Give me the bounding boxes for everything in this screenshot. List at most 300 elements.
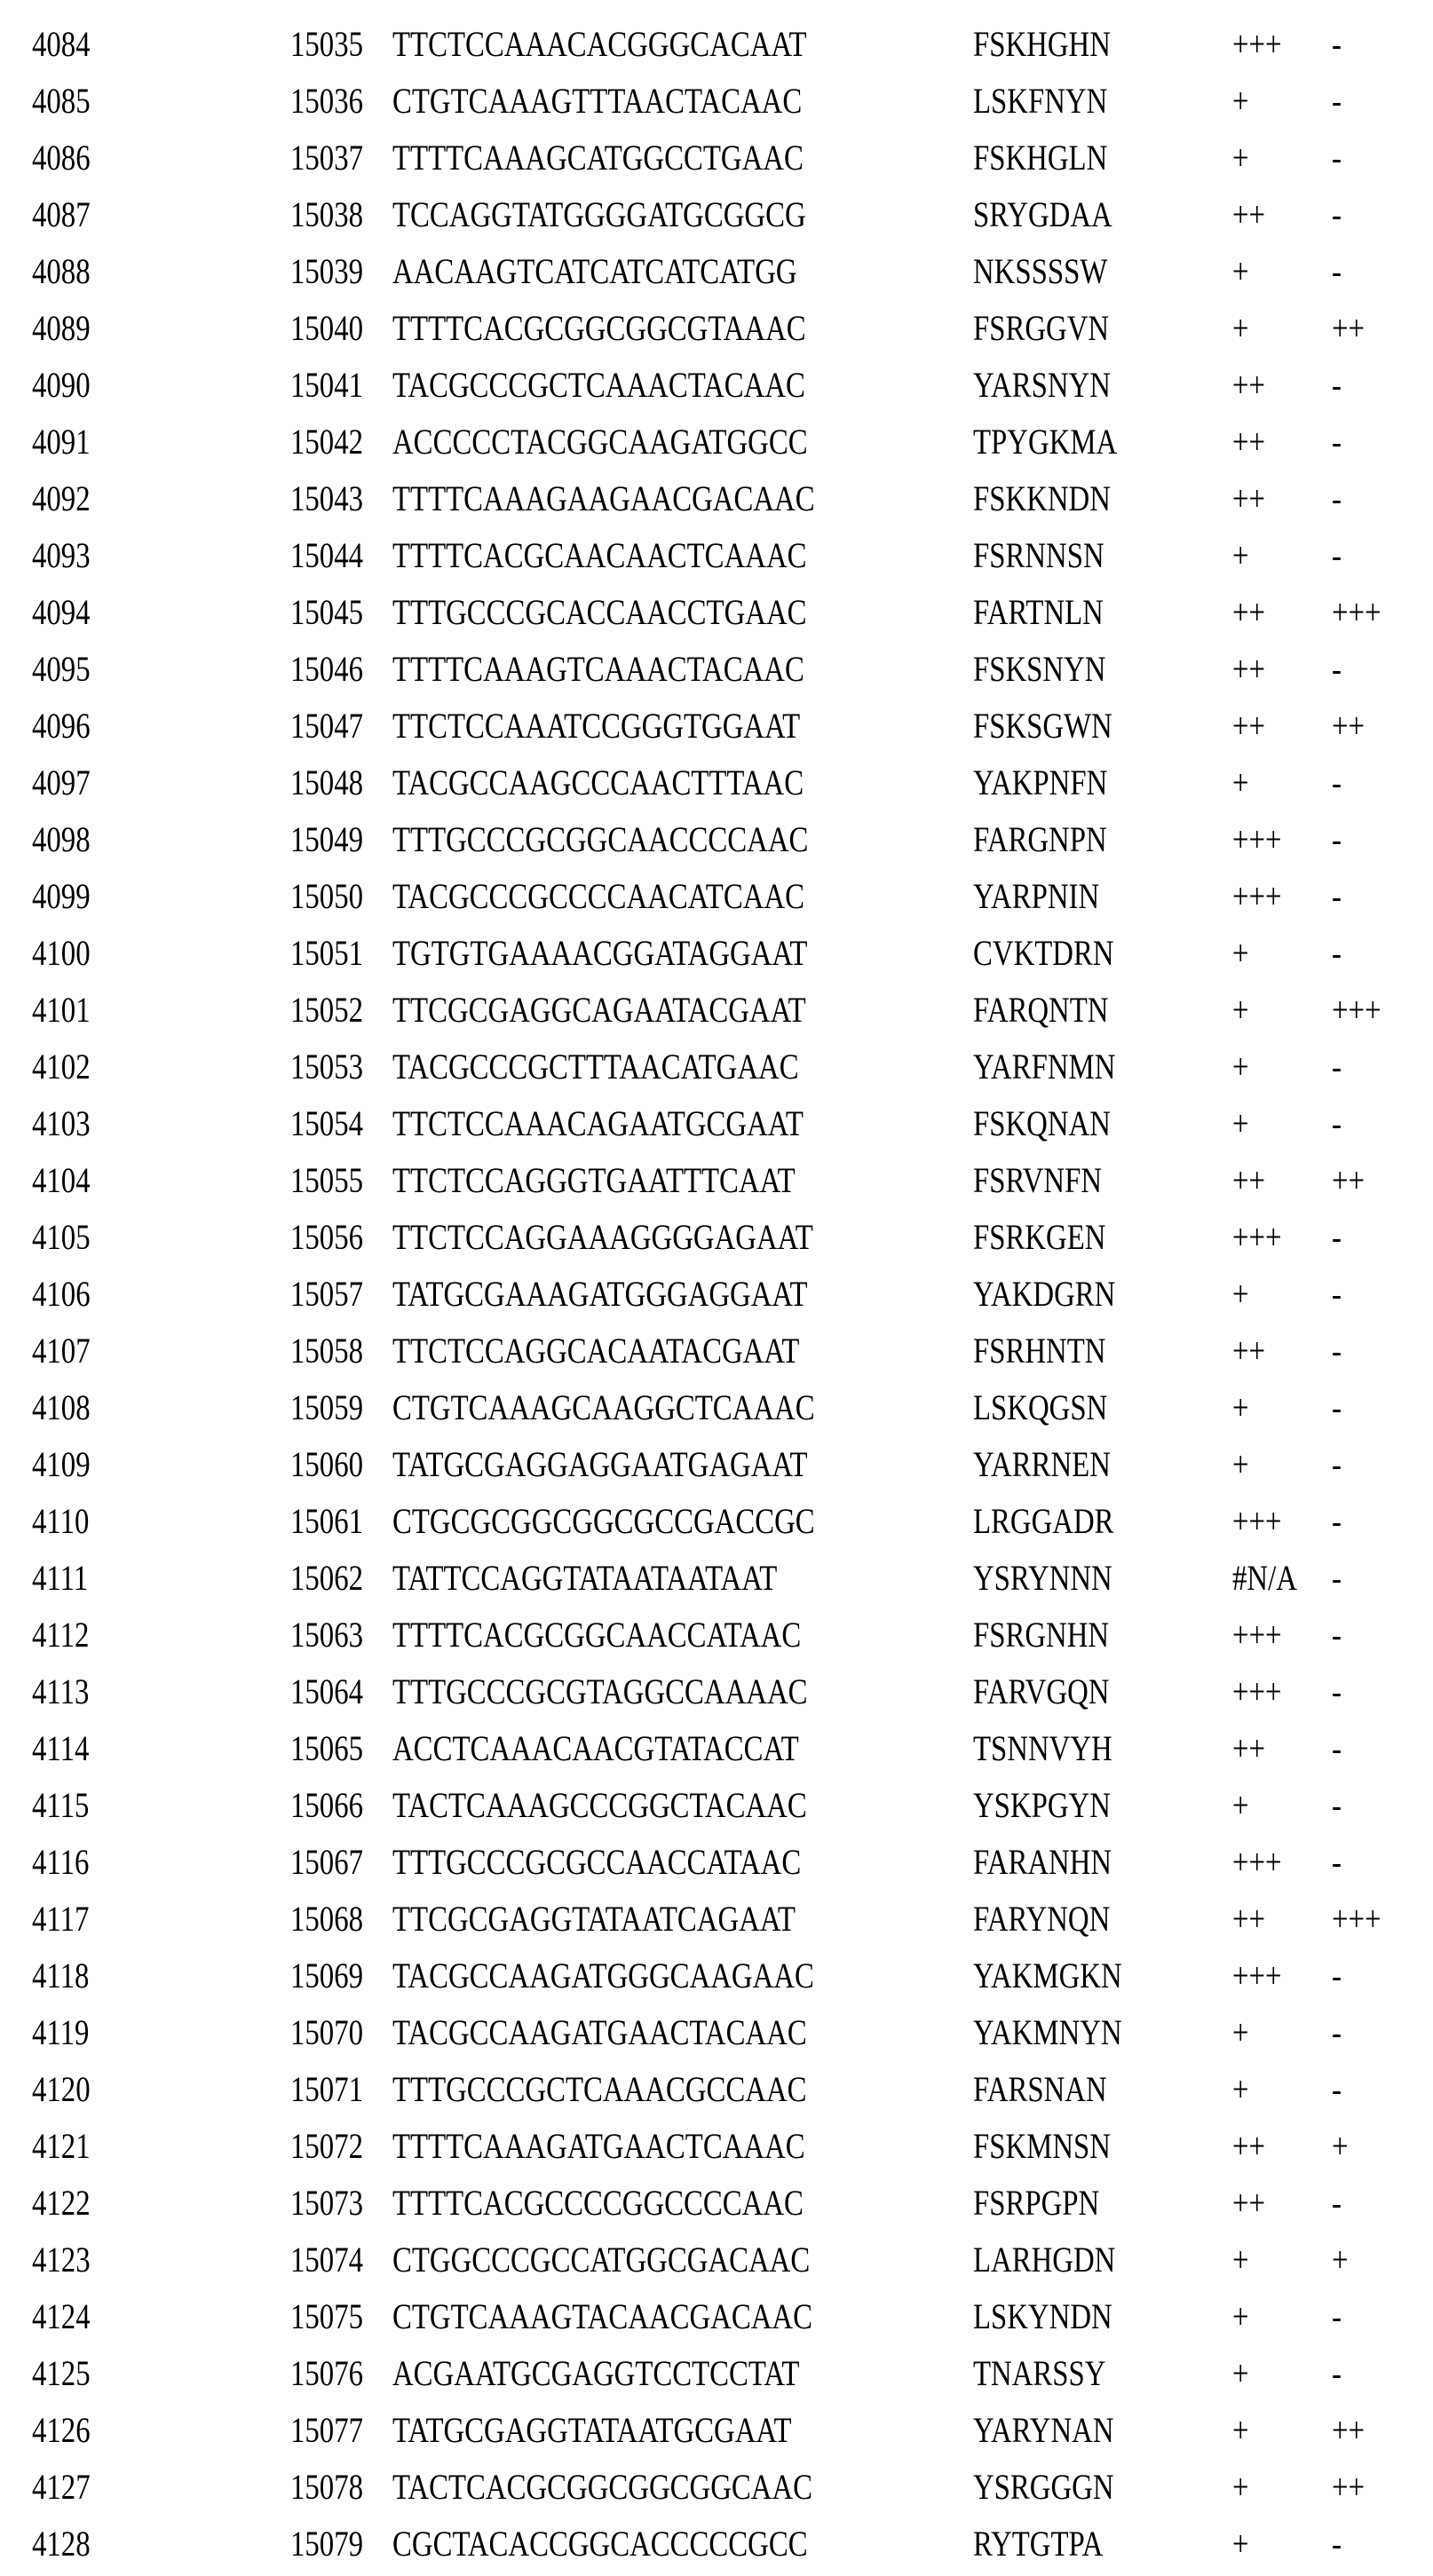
table-row <box>0 2516 1433 2572</box>
sequence-number: 15043 <box>290 470 363 527</box>
nucleotide-sequence: CTGTCAAAGTTTAACTACAAC <box>392 73 802 130</box>
row-id: 4090 <box>32 357 91 414</box>
score-2: - <box>1332 1436 1342 1493</box>
score-2: - <box>1332 2288 1342 2345</box>
table-row <box>0 698 1433 755</box>
nucleotide-sequence: TATGCGAGGTATAATGCGAAT <box>392 2402 791 2459</box>
score-2: - <box>1332 1095 1342 1152</box>
peptide-sequence: YAKPNFN <box>973 755 1107 811</box>
score-1: +++ <box>1232 16 1282 73</box>
sequence-number: 15068 <box>290 1891 363 1948</box>
score-1: + <box>1232 1266 1249 1323</box>
peptide-sequence: FSKKNDN <box>973 470 1111 527</box>
sequence-number: 15037 <box>290 130 363 186</box>
row-id: 4122 <box>32 2175 91 2232</box>
nucleotide-sequence: TTTTCAAAGAAGAACGACAAC <box>392 470 815 527</box>
nucleotide-sequence: TACGCCAAGCCCAACTTTAAC <box>392 755 804 811</box>
nucleotide-sequence: TTCTCCAGGAAAGGGGAGAAT <box>392 1209 813 1266</box>
score-2: - <box>1332 868 1342 925</box>
nucleotide-sequence: TACGCCAAGATGAACTACAAC <box>392 2004 807 2061</box>
peptide-sequence: FSKMNSN <box>973 2118 1111 2175</box>
score-1: + <box>1232 2004 1249 2061</box>
score-1: +++ <box>1232 811 1282 868</box>
nucleotide-sequence: ACCTCAAACAACGTATACCAT <box>392 1720 799 1777</box>
row-id: 4128 <box>32 2516 91 2572</box>
row-id: 4094 <box>32 584 91 641</box>
score-1: +++ <box>1232 1493 1282 1550</box>
score-1: + <box>1232 1039 1249 1095</box>
score-1: +++ <box>1232 1607 1282 1663</box>
peptide-sequence: FSKQNAN <box>973 1095 1111 1152</box>
table-row <box>0 186 1433 243</box>
nucleotide-sequence: TTTTCAAAGTCAAACTACAAC <box>392 641 804 698</box>
sequence-table <box>0 16 1433 2572</box>
row-id: 4117 <box>32 1891 89 1948</box>
nucleotide-sequence: TTTGCCCGCGGCAACCCCAAC <box>392 811 808 868</box>
sequence-number: 15072 <box>290 2118 363 2175</box>
score-1: + <box>1232 2402 1249 2459</box>
score-1: +++ <box>1232 1948 1282 2004</box>
score-2: - <box>1332 73 1342 130</box>
table-row <box>0 243 1433 300</box>
nucleotide-sequence: CTGTCAAAGTACAACGACAAC <box>392 2288 812 2345</box>
sequence-number: 15049 <box>290 811 363 868</box>
sequence-number: 15067 <box>290 1834 363 1891</box>
score-1: +++ <box>1232 1834 1282 1891</box>
score-2: - <box>1332 1209 1342 1266</box>
score-1: + <box>1232 300 1249 357</box>
score-2: ++ <box>1332 2402 1365 2459</box>
peptide-sequence: FSKHGHN <box>973 16 1111 73</box>
score-1: ++ <box>1232 698 1265 755</box>
score-2: - <box>1332 2061 1342 2118</box>
peptide-sequence: YARSNYN <box>973 357 1111 414</box>
peptide-sequence: FSRVNFN <box>973 1152 1102 1209</box>
row-id: 4096 <box>32 698 91 755</box>
score-2: + <box>1332 2118 1349 2175</box>
score-2: - <box>1332 1323 1342 1379</box>
peptide-sequence: RYTGTPA <box>973 2516 1103 2572</box>
score-2: - <box>1332 130 1342 186</box>
nucleotide-sequence: TTTGCCCGCTCAAACGCCAAC <box>392 2061 807 2118</box>
sequence-number: 15052 <box>290 982 363 1039</box>
score-1: + <box>1232 2061 1249 2118</box>
sequence-number: 15077 <box>290 2402 363 2459</box>
peptide-sequence: FARVGQN <box>973 1663 1109 1720</box>
peptide-sequence: FSRGGVN <box>973 300 1109 357</box>
row-id: 4109 <box>32 1436 91 1493</box>
score-1: + <box>1232 925 1249 982</box>
row-id: 4126 <box>32 2402 91 2459</box>
peptide-sequence: LSKFNYN <box>973 73 1107 130</box>
score-1: +++ <box>1232 868 1282 925</box>
score-1: ++ <box>1232 1891 1265 1948</box>
table-row <box>0 1948 1433 2004</box>
sequence-number: 15046 <box>290 641 363 698</box>
score-2: - <box>1332 2345 1342 2402</box>
score-2: - <box>1332 16 1342 73</box>
row-id: 4102 <box>32 1039 91 1095</box>
peptide-sequence: SRYGDAA <box>973 186 1112 243</box>
sequence-number: 15041 <box>290 357 363 414</box>
score-1: ++ <box>1232 1323 1265 1379</box>
score-1: +++ <box>1232 1209 1282 1266</box>
nucleotide-sequence: TTCTCCAAACACGGGCACAAT <box>392 16 807 73</box>
nucleotide-sequence: TTTTCAAAGATGAACTCAAAC <box>392 2118 805 2175</box>
score-2: - <box>1332 186 1342 243</box>
score-2: - <box>1332 755 1342 811</box>
table-row <box>0 1777 1433 1834</box>
score-2: - <box>1332 414 1342 470</box>
table-row <box>0 414 1433 470</box>
row-id: 4107 <box>32 1323 91 1379</box>
table-row <box>0 1550 1433 1607</box>
sequence-number: 15071 <box>290 2061 363 2118</box>
table-row <box>0 2118 1433 2175</box>
sequence-number: 15074 <box>290 2232 363 2288</box>
table-row <box>0 1607 1433 1663</box>
nucleotide-sequence: ACGAATGCGAGGTCCTCCTAT <box>392 2345 799 2402</box>
sequence-number: 15079 <box>290 2516 363 2572</box>
table-row <box>0 1834 1433 1891</box>
row-id: 4101 <box>32 982 91 1039</box>
score-1: ++ <box>1232 1152 1265 1209</box>
row-id: 4089 <box>32 300 91 357</box>
sequence-number: 15061 <box>290 1493 363 1550</box>
peptide-sequence: FSRGNHN <box>973 1607 1109 1663</box>
sequence-number: 15075 <box>290 2288 363 2345</box>
score-1: +++ <box>1232 1663 1282 1720</box>
nucleotide-sequence: TTCGCGAGGTATAATCAGAAT <box>392 1891 796 1948</box>
sequence-number: 15051 <box>290 925 363 982</box>
score-1: + <box>1232 1777 1249 1834</box>
row-id: 4121 <box>32 2118 91 2175</box>
score-1: ++ <box>1232 470 1265 527</box>
score-2: +++ <box>1332 982 1382 1039</box>
table-row <box>0 2175 1433 2232</box>
nucleotide-sequence: TACTCACGCGGCGGCGGCAAC <box>392 2459 812 2516</box>
peptide-sequence: FARQNTN <box>973 982 1108 1039</box>
row-id: 4118 <box>32 1948 89 2004</box>
table-row <box>0 300 1433 357</box>
peptide-sequence: FSKHGLN <box>973 130 1107 186</box>
score-1: ++ <box>1232 2175 1265 2232</box>
peptide-sequence: NKSSSSW <box>973 243 1107 300</box>
score-1: ++ <box>1232 414 1265 470</box>
score-1: + <box>1232 755 1249 811</box>
sequence-number: 15057 <box>290 1266 363 1323</box>
score-2: - <box>1332 2175 1342 2232</box>
peptide-sequence: FARSNAN <box>973 2061 1107 2118</box>
row-id: 4097 <box>32 755 91 811</box>
peptide-sequence: FSRNNSN <box>973 527 1104 584</box>
table-row <box>0 868 1433 925</box>
score-1: ++ <box>1232 186 1265 243</box>
table-row <box>0 1152 1433 1209</box>
score-1: + <box>1232 527 1249 584</box>
sequence-number: 15039 <box>290 243 363 300</box>
table-row <box>0 641 1433 698</box>
row-id: 4105 <box>32 1209 91 1266</box>
score-2: - <box>1332 1379 1342 1436</box>
score-1: #N/A <box>1232 1550 1297 1607</box>
table-row <box>0 1209 1433 1266</box>
score-1: + <box>1232 243 1249 300</box>
score-2: - <box>1332 1663 1342 1720</box>
score-2: ++ <box>1332 1152 1365 1209</box>
sequence-number: 15058 <box>290 1323 363 1379</box>
table-row <box>0 2061 1433 2118</box>
peptide-sequence: FSKSGWN <box>973 698 1112 755</box>
table-row <box>0 982 1433 1039</box>
peptide-sequence: TPYGKMA <box>973 414 1117 470</box>
sequence-number: 15070 <box>290 2004 363 2061</box>
nucleotide-sequence: TTCTCCAAATCCGGGTGGAAT <box>392 698 800 755</box>
table-row <box>0 527 1433 584</box>
row-id: 4099 <box>32 868 91 925</box>
peptide-sequence: LSKYNDN <box>973 2288 1112 2345</box>
sequence-number: 15060 <box>290 1436 363 1493</box>
sequence-number: 15064 <box>290 1663 363 1720</box>
table-row <box>0 1039 1433 1095</box>
row-id: 4104 <box>32 1152 91 1209</box>
sequence-number: 15044 <box>290 527 363 584</box>
table-row <box>0 2232 1433 2288</box>
score-2: - <box>1332 1550 1342 1607</box>
table-row <box>0 130 1433 186</box>
row-id: 4120 <box>32 2061 91 2118</box>
sequence-number: 15053 <box>290 1039 363 1095</box>
row-id: 4098 <box>32 811 91 868</box>
score-2: - <box>1332 641 1342 698</box>
nucleotide-sequence: TACGCCAAGATGGGCAAGAAC <box>392 1948 814 2004</box>
table-row <box>0 1891 1433 1948</box>
score-1: + <box>1232 1436 1249 1493</box>
table-row <box>0 73 1433 130</box>
score-1: ++ <box>1232 641 1265 698</box>
sequence-number: 15056 <box>290 1209 363 1266</box>
table-row <box>0 1095 1433 1152</box>
table-row <box>0 2402 1433 2459</box>
peptide-sequence: CVKTDRN <box>973 925 1114 982</box>
peptide-sequence: YARPNIN <box>973 868 1099 925</box>
peptide-sequence: YARYNAN <box>973 2402 1114 2459</box>
peptide-sequence: FARGNPN <box>973 811 1107 868</box>
sequence-number: 15047 <box>290 698 363 755</box>
table-row <box>0 1323 1433 1379</box>
peptide-sequence: LRGGADR <box>973 1493 1114 1550</box>
score-1: + <box>1232 73 1249 130</box>
sequence-number: 15069 <box>290 1948 363 2004</box>
table-row <box>0 2459 1433 2516</box>
score-2: - <box>1332 2516 1342 2572</box>
row-id: 4106 <box>32 1266 91 1323</box>
score-1: + <box>1232 130 1249 186</box>
peptide-sequence: FSKSNYN <box>973 641 1105 698</box>
score-2: - <box>1332 527 1342 584</box>
row-id: 4111 <box>32 1550 88 1607</box>
peptide-sequence: FARYNQN <box>973 1891 1110 1948</box>
peptide-sequence: YSRGGGN <box>973 2459 1114 2516</box>
sequence-number: 15066 <box>290 1777 363 1834</box>
row-id: 4087 <box>32 186 91 243</box>
sequence-number: 15036 <box>290 73 363 130</box>
score-1: + <box>1232 2232 1249 2288</box>
nucleotide-sequence: TTTTCAAAGCATGGCCTGAAC <box>392 130 804 186</box>
nucleotide-sequence: TACTCAAAGCCCGGCTACAAC <box>392 1777 807 1834</box>
nucleotide-sequence: ACCCCCTACGGCAAGATGGCC <box>392 414 808 470</box>
peptide-sequence: YSKPGYN <box>973 1777 1111 1834</box>
table-row <box>0 1436 1433 1493</box>
row-id: 4115 <box>32 1777 89 1834</box>
nucleotide-sequence: TATGCGAGGAGGAATGAGAAT <box>392 1436 807 1493</box>
nucleotide-sequence: CGCTACACCGGCACCCCCGCC <box>392 2516 808 2572</box>
row-id: 4123 <box>32 2232 91 2288</box>
table-row <box>0 1663 1433 1720</box>
nucleotide-sequence: CTGTCAAAGCAAGGCTCAAAC <box>392 1379 815 1436</box>
sequence-number: 15040 <box>290 300 363 357</box>
score-2: - <box>1332 470 1342 527</box>
score-2: +++ <box>1332 1891 1382 1948</box>
nucleotide-sequence: TATTCCAGGTATAATAATAAT <box>392 1550 777 1607</box>
sequence-number: 15073 <box>290 2175 363 2232</box>
table-row <box>0 584 1433 641</box>
row-id: 4086 <box>32 130 91 186</box>
score-1: ++ <box>1232 357 1265 414</box>
row-id: 4125 <box>32 2345 91 2402</box>
nucleotide-sequence: AACAAGTCATCATCATCATGG <box>392 243 797 300</box>
row-id: 4110 <box>32 1493 89 1550</box>
score-1: ++ <box>1232 2118 1265 2175</box>
sequence-number: 15050 <box>290 868 363 925</box>
score-2: - <box>1332 1266 1342 1323</box>
row-id: 4119 <box>32 2004 89 2061</box>
score-2: + <box>1332 2232 1349 2288</box>
row-id: 4124 <box>32 2288 91 2345</box>
table-row <box>0 16 1433 73</box>
nucleotide-sequence: TATGCGAAAGATGGGAGGAAT <box>392 1266 807 1323</box>
sequence-number: 15076 <box>290 2345 363 2402</box>
row-id: 4085 <box>32 73 91 130</box>
peptide-sequence: FSRHNTN <box>973 1323 1105 1379</box>
nucleotide-sequence: TTCTCCAGGGTGAATTTCAAT <box>392 1152 796 1209</box>
nucleotide-sequence: TTTGCCCGCGCCAACCATAAC <box>392 1834 801 1891</box>
score-2: - <box>1332 1493 1342 1550</box>
table-row <box>0 1493 1433 1550</box>
table-row <box>0 2345 1433 2402</box>
row-id: 4113 <box>32 1663 89 1720</box>
row-id: 4093 <box>32 527 91 584</box>
score-2: +++ <box>1332 584 1382 641</box>
sequence-number: 15054 <box>290 1095 363 1152</box>
row-id: 4095 <box>32 641 91 698</box>
nucleotide-sequence: TACGCCCGCTTTAACATGAAC <box>392 1039 799 1095</box>
nucleotide-sequence: TCCAGGTATGGGGATGCGGCG <box>392 186 806 243</box>
table-row <box>0 755 1433 811</box>
nucleotide-sequence: TTTGCCCGCACCAACCTGAAC <box>392 584 807 641</box>
sequence-number: 15038 <box>290 186 363 243</box>
score-2: - <box>1332 2004 1342 2061</box>
nucleotide-sequence: TTTGCCCGCGTAGGCCAAAAC <box>392 1663 808 1720</box>
sequence-number: 15059 <box>290 1379 363 1436</box>
row-id: 4127 <box>32 2459 91 2516</box>
sequence-number: 15035 <box>290 16 363 73</box>
row-id: 4108 <box>32 1379 91 1436</box>
sequence-number: 15048 <box>290 755 363 811</box>
row-id: 4114 <box>32 1720 89 1777</box>
score-1: ++ <box>1232 1720 1265 1777</box>
peptide-sequence: YARFNMN <box>973 1039 1115 1095</box>
score-2: - <box>1332 1948 1342 2004</box>
peptide-sequence: YARRNEN <box>973 1436 1111 1493</box>
nucleotide-sequence: TTTTCACGCAACAACTCAAAC <box>392 527 807 584</box>
score-2: ++ <box>1332 2459 1365 2516</box>
nucleotide-sequence: TTCTCCAAACAGAATGCGAAT <box>392 1095 804 1152</box>
score-2: - <box>1332 925 1342 982</box>
row-id: 4103 <box>32 1095 91 1152</box>
table-row <box>0 811 1433 868</box>
score-1: + <box>1232 2345 1249 2402</box>
score-2: ++ <box>1332 698 1365 755</box>
score-1: + <box>1232 2516 1249 2572</box>
score-1: + <box>1232 1095 1249 1152</box>
nucleotide-sequence: TGTGTGAAAACGGATAGGAAT <box>392 925 807 982</box>
table-row <box>0 1379 1433 1436</box>
nucleotide-sequence: TTCTCCAGGCACAATACGAAT <box>392 1323 799 1379</box>
peptide-sequence: FSRPGPN <box>973 2175 1099 2232</box>
nucleotide-sequence: TTCGCGAGGCAGAATACGAAT <box>392 982 806 1039</box>
peptide-sequence: FSRKGEN <box>973 1209 1105 1266</box>
peptide-sequence: YAKDGRN <box>973 1266 1115 1323</box>
nucleotide-sequence: CTGCGCGGCGGCGCCGACCGC <box>392 1493 815 1550</box>
score-2: ++ <box>1332 300 1365 357</box>
nucleotide-sequence: TACGCCCGCCCCAACATCAAC <box>392 868 804 925</box>
row-id: 4100 <box>32 925 91 982</box>
table-row <box>0 2288 1433 2345</box>
score-1: + <box>1232 2288 1249 2345</box>
nucleotide-sequence: TTTTCACGCGGCGGCGTAAAC <box>392 300 806 357</box>
peptide-sequence: YSRYNNN <box>973 1550 1112 1607</box>
score-2: - <box>1332 1720 1342 1777</box>
score-1: + <box>1232 1379 1249 1436</box>
sequence-number: 15063 <box>290 1607 363 1663</box>
peptide-sequence: LARHGDN <box>973 2232 1115 2288</box>
peptide-sequence: YAKMGKN <box>973 1948 1122 2004</box>
score-2: - <box>1332 1834 1342 1891</box>
sequence-number: 15055 <box>290 1152 363 1209</box>
score-2: - <box>1332 1039 1342 1095</box>
row-id: 4091 <box>32 414 91 470</box>
row-id: 4088 <box>32 243 91 300</box>
peptide-sequence: LSKQGSN <box>973 1379 1107 1436</box>
table-row <box>0 925 1433 982</box>
peptide-sequence: FARTNLN <box>973 584 1104 641</box>
nucleotide-sequence: TTTTCACGCCCCGGCCCCAAC <box>392 2175 804 2232</box>
table-row <box>0 470 1433 527</box>
sequence-number: 15042 <box>290 414 363 470</box>
table-row <box>0 1720 1433 1777</box>
peptide-sequence: FARANHN <box>973 1834 1112 1891</box>
nucleotide-sequence: TACGCCCGCTCAAACTACAAC <box>392 357 805 414</box>
row-id: 4084 <box>32 16 91 73</box>
row-id: 4116 <box>32 1834 89 1891</box>
table-row <box>0 1266 1433 1323</box>
sequence-number: 15045 <box>290 584 363 641</box>
score-1: + <box>1232 982 1249 1039</box>
nucleotide-sequence: CTGGCCCGCCATGGCGACAAC <box>392 2232 810 2288</box>
sequence-number: 15062 <box>290 1550 363 1607</box>
row-id: 4092 <box>32 470 91 527</box>
